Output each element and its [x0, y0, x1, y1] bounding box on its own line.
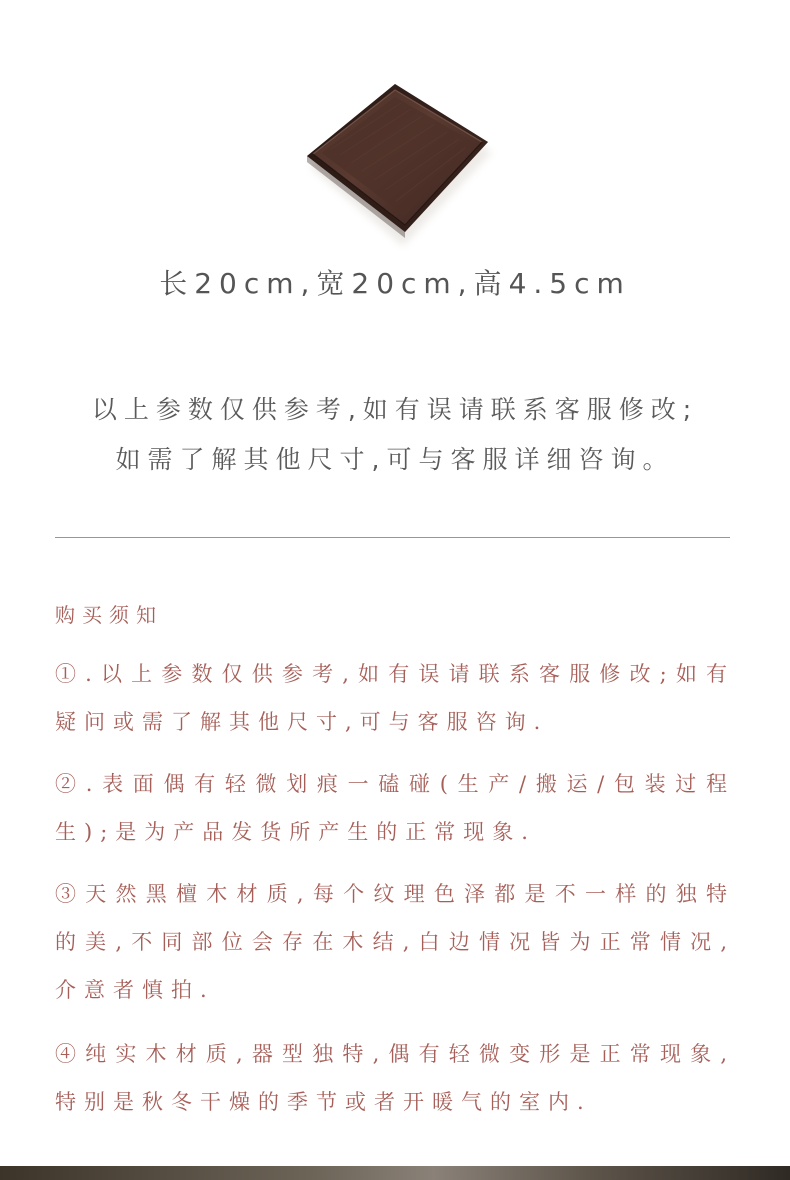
purchase-notice-item-2: ②.表面偶有轻微划痕一磕碰(生产/搬运/包装过程生);是为产品发货所产生的正常现象.	[55, 772, 735, 844]
purchase-notice-item-4: ④纯实木材质,器型独特,偶有轻微变形是正常现象,特别是秋冬干燥的季节或者开暖气的室内.	[55, 1042, 735, 1114]
purchase-notice-title: 购买须知	[55, 603, 163, 627]
purchase-notice-item-1: ①.以上参数仅供参考,如有误请联系客服修改;如有疑问或需了解其他尺寸,可与客服咨询.	[55, 662, 735, 734]
reference-note-line-1: 以上参数仅供参考,如有误请联系客服修改;	[91, 395, 699, 424]
section-divider	[55, 537, 730, 538]
reference-note-line-2: 如需了解其他尺寸,可与客服详细咨询。	[115, 445, 675, 474]
bottom-border-strip	[0, 1166, 790, 1180]
product-image	[295, 72, 500, 257]
square-wooden-tray-icon	[295, 72, 500, 257]
product-dimensions: 长20cm,宽20cm,高4.5cm	[159, 267, 631, 300]
purchase-notice-item-3: ③天然黑檀木材质,每个纹理色泽都是不一样的独特的美,不同部位会存在木结,白边情况皆为正常情况,介意者慎拍.	[55, 882, 735, 1002]
